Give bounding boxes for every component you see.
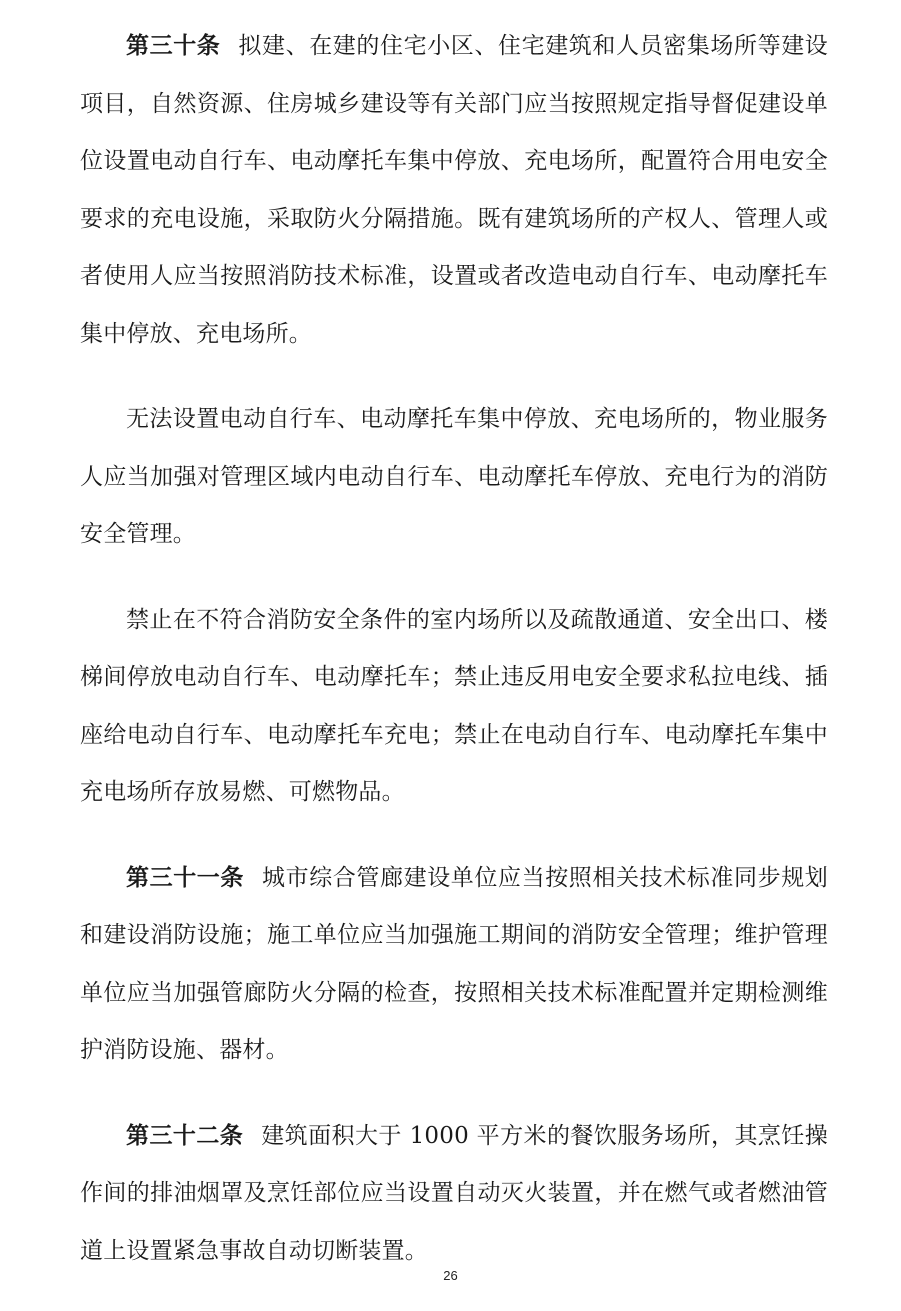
document-page xyxy=(80,18,828,1308)
paragraph-text: 城市综合管廊建设单位应当按照相关技术标准同步规划和建设消防设施；施工单位应当加强施工期间的消防安全管理；维护管理单位应当加强管廊防火分隔的检查，按照相关技术标准配置并定期检测维护消防设施、器材。 xyxy=(80,864,828,1063)
paragraph-article-30-clause-2 xyxy=(80,391,828,564)
paragraph-text: 无法设置电动自行车、电动摩托车集中停放、充电场所的，物业服务人应当加强对管理区域内电动自行车、电动摩托车停放、充电行为的消防安全管理。 xyxy=(80,406,828,547)
page-number: 26 xyxy=(443,1268,458,1283)
paragraph-article-30-clause-3 xyxy=(80,592,828,822)
paragraph-article-32 xyxy=(80,1108,828,1281)
paragraph-text: 拟建、在建的住宅小区、住宅建筑和人员密集场所等建设项目，自然资源、住房城乡建设等有关部门应当按照规定指导督促建设单位设置电动自行车、电动摩托车集中停放、充电场所，配置符合用电安全要求的充电设施，采取防火分隔措施。既有建筑场所的产权人、管理人或者使用人应当按照消防技术标准，设置或者改造电动自行车、电动摩托车集中停放、充电场所。 xyxy=(80,33,828,347)
paragraph-text: 禁止在不符合消防安全条件的室内场所以及疏散通道、安全出口、楼梯间停放电动自行车、电动摩托车；禁止违反用电安全要求私拉电线、插座给电动自行车、电动摩托车充电；禁止在电动自行车、电动摩托车集中充电场所存放易燃、可燃物品。 xyxy=(80,606,828,805)
article-number: 第三十一条 xyxy=(126,864,244,891)
paragraph-text: 建筑面积大于 1000 平方米的餐饮服务场所，其烹饪操作间的排油烟罩及烹饪部位应当设置自动灭火装置，并在燃气或者燃油管道上设置紧急事故自动切断装置。 xyxy=(80,1122,829,1264)
article-number: 第三十条 xyxy=(126,33,221,59)
paragraph-article-31 xyxy=(80,850,828,1080)
paragraph-article-30 xyxy=(80,18,828,363)
article-number: 第三十二条 xyxy=(126,1122,244,1149)
